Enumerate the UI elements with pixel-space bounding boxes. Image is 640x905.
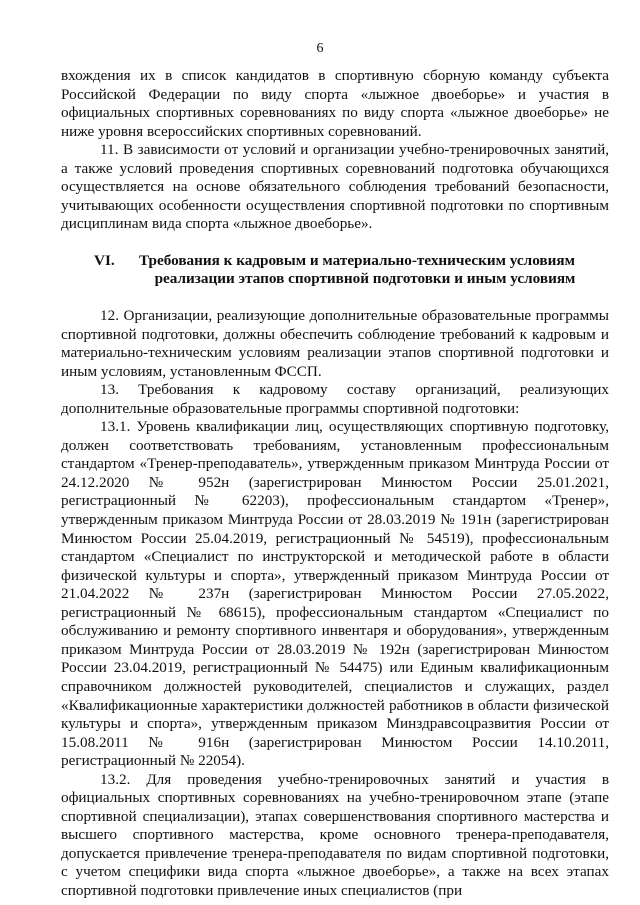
section-title-line-2: реализации этапов спортивной подготовки и иным условиям (154, 270, 576, 288)
document-body (61, 67, 609, 901)
section-title-line-1: Требования к кадровым и материально-техническим условиям (139, 251, 575, 269)
page-number: 6 (316, 41, 324, 56)
paragraph-13-1: 13.1. Уровень квалификации лиц, осуществляющих спортивную подготовку, должен соответствовать требованиям, установленным профессиональным стандартом «Тренер-преподаватель», утвержденным приказом Минтруда России от 24.12.2020 № 952н (зарегистрирован Минюстом России 25.01.2021, регистрационный № 62203), профессиональным стандартом «Тренер», утвержденным приказом Минтруда России от 28.03.2019 № 191н (зарегистрирован Минюстом России 25.04.2019, регистрационный № 54519), профессиональным стандартом «Специалист по инструкторской и методической работе в области физической культуры и спорта», утвержденный приказом Минтруда России от 21.04.2022 № 237н (зарегистрирован Минюстом России 27.05.2022, регистрационный № 68615), профессиональным стандартом «Специалист по обслуживанию и ремонту спортивного инвентаря и оборудования», утвержденным приказом Минтруда России от 28.03.2019 № 192н (зарегистрирован Минюстом России 23.04.2019, регистрационный № 54475) или Единым квалификационным справочником должностей руководителей, специалистов и служащих, раздел «Квалификационные характеристики должностей работников в области физической культуры и спорта», утвержденным приказом Минздравсоцразвития России от 15.08.2011 № 916н (зарегистрирован Минюстом России 14.10.2011, регистрационный № 22054). (61, 418, 609, 770)
paragraph-continuation: вхождения их в список кандидатов в спортивную сборную команду субъекта Российской Федерации по виду спорта «лыжное двоеборье» и участия в официальных спортивных соревнованиях по виду спорта «лыжное двоеборье» не ниже уровня всероссийских спортивных соревнований. (61, 67, 609, 140)
paragraph-12: 12. Организации, реализующие дополнительные образовательные программы спортивной подготовки, должны обеспечить соблюдение требований к кадровым и материально-техническим условиям реализации этапов спортивной подготовки и иным условиям, установленным ФССП. (61, 307, 609, 380)
paragraph-13-2: 13.2. Для проведения учебно-тренировочных занятий и участия в официальных спортивных соревнованиях на учебно-тренировочном этапе (этапе спортивной специализации), этапах совершенствования спортивного мастерства и высшего спортивного мастерства, кроме основного тренера-преподавателя, допускается привлечение тренера-преподавателя по видам спортивной подготовки, с учетом специфики вида спорта «лыжное двоеборье», а также на всех этапах спортивной подготовки привлечение иных специалистов (при (61, 770, 609, 899)
paragraph-11: 11. В зависимости от условий и организации учебно-тренировочных занятий, а также условий проведения спортивных соревнований подготовка обучающихся осуществляется на основе обязательного соблюдения требований безопасности, учитывающих особенности осуществления спортивной подготовки по спортивным дисциплинам вида спорта «лыжное двоеборье». (61, 141, 609, 233)
section-number: VI. (94, 251, 115, 269)
paragraph-13: 13. Требования к кадровому составу организаций, реализующих дополнительные образовательные программы спортивной подготовки: (61, 381, 609, 417)
section-heading (61, 252, 609, 289)
